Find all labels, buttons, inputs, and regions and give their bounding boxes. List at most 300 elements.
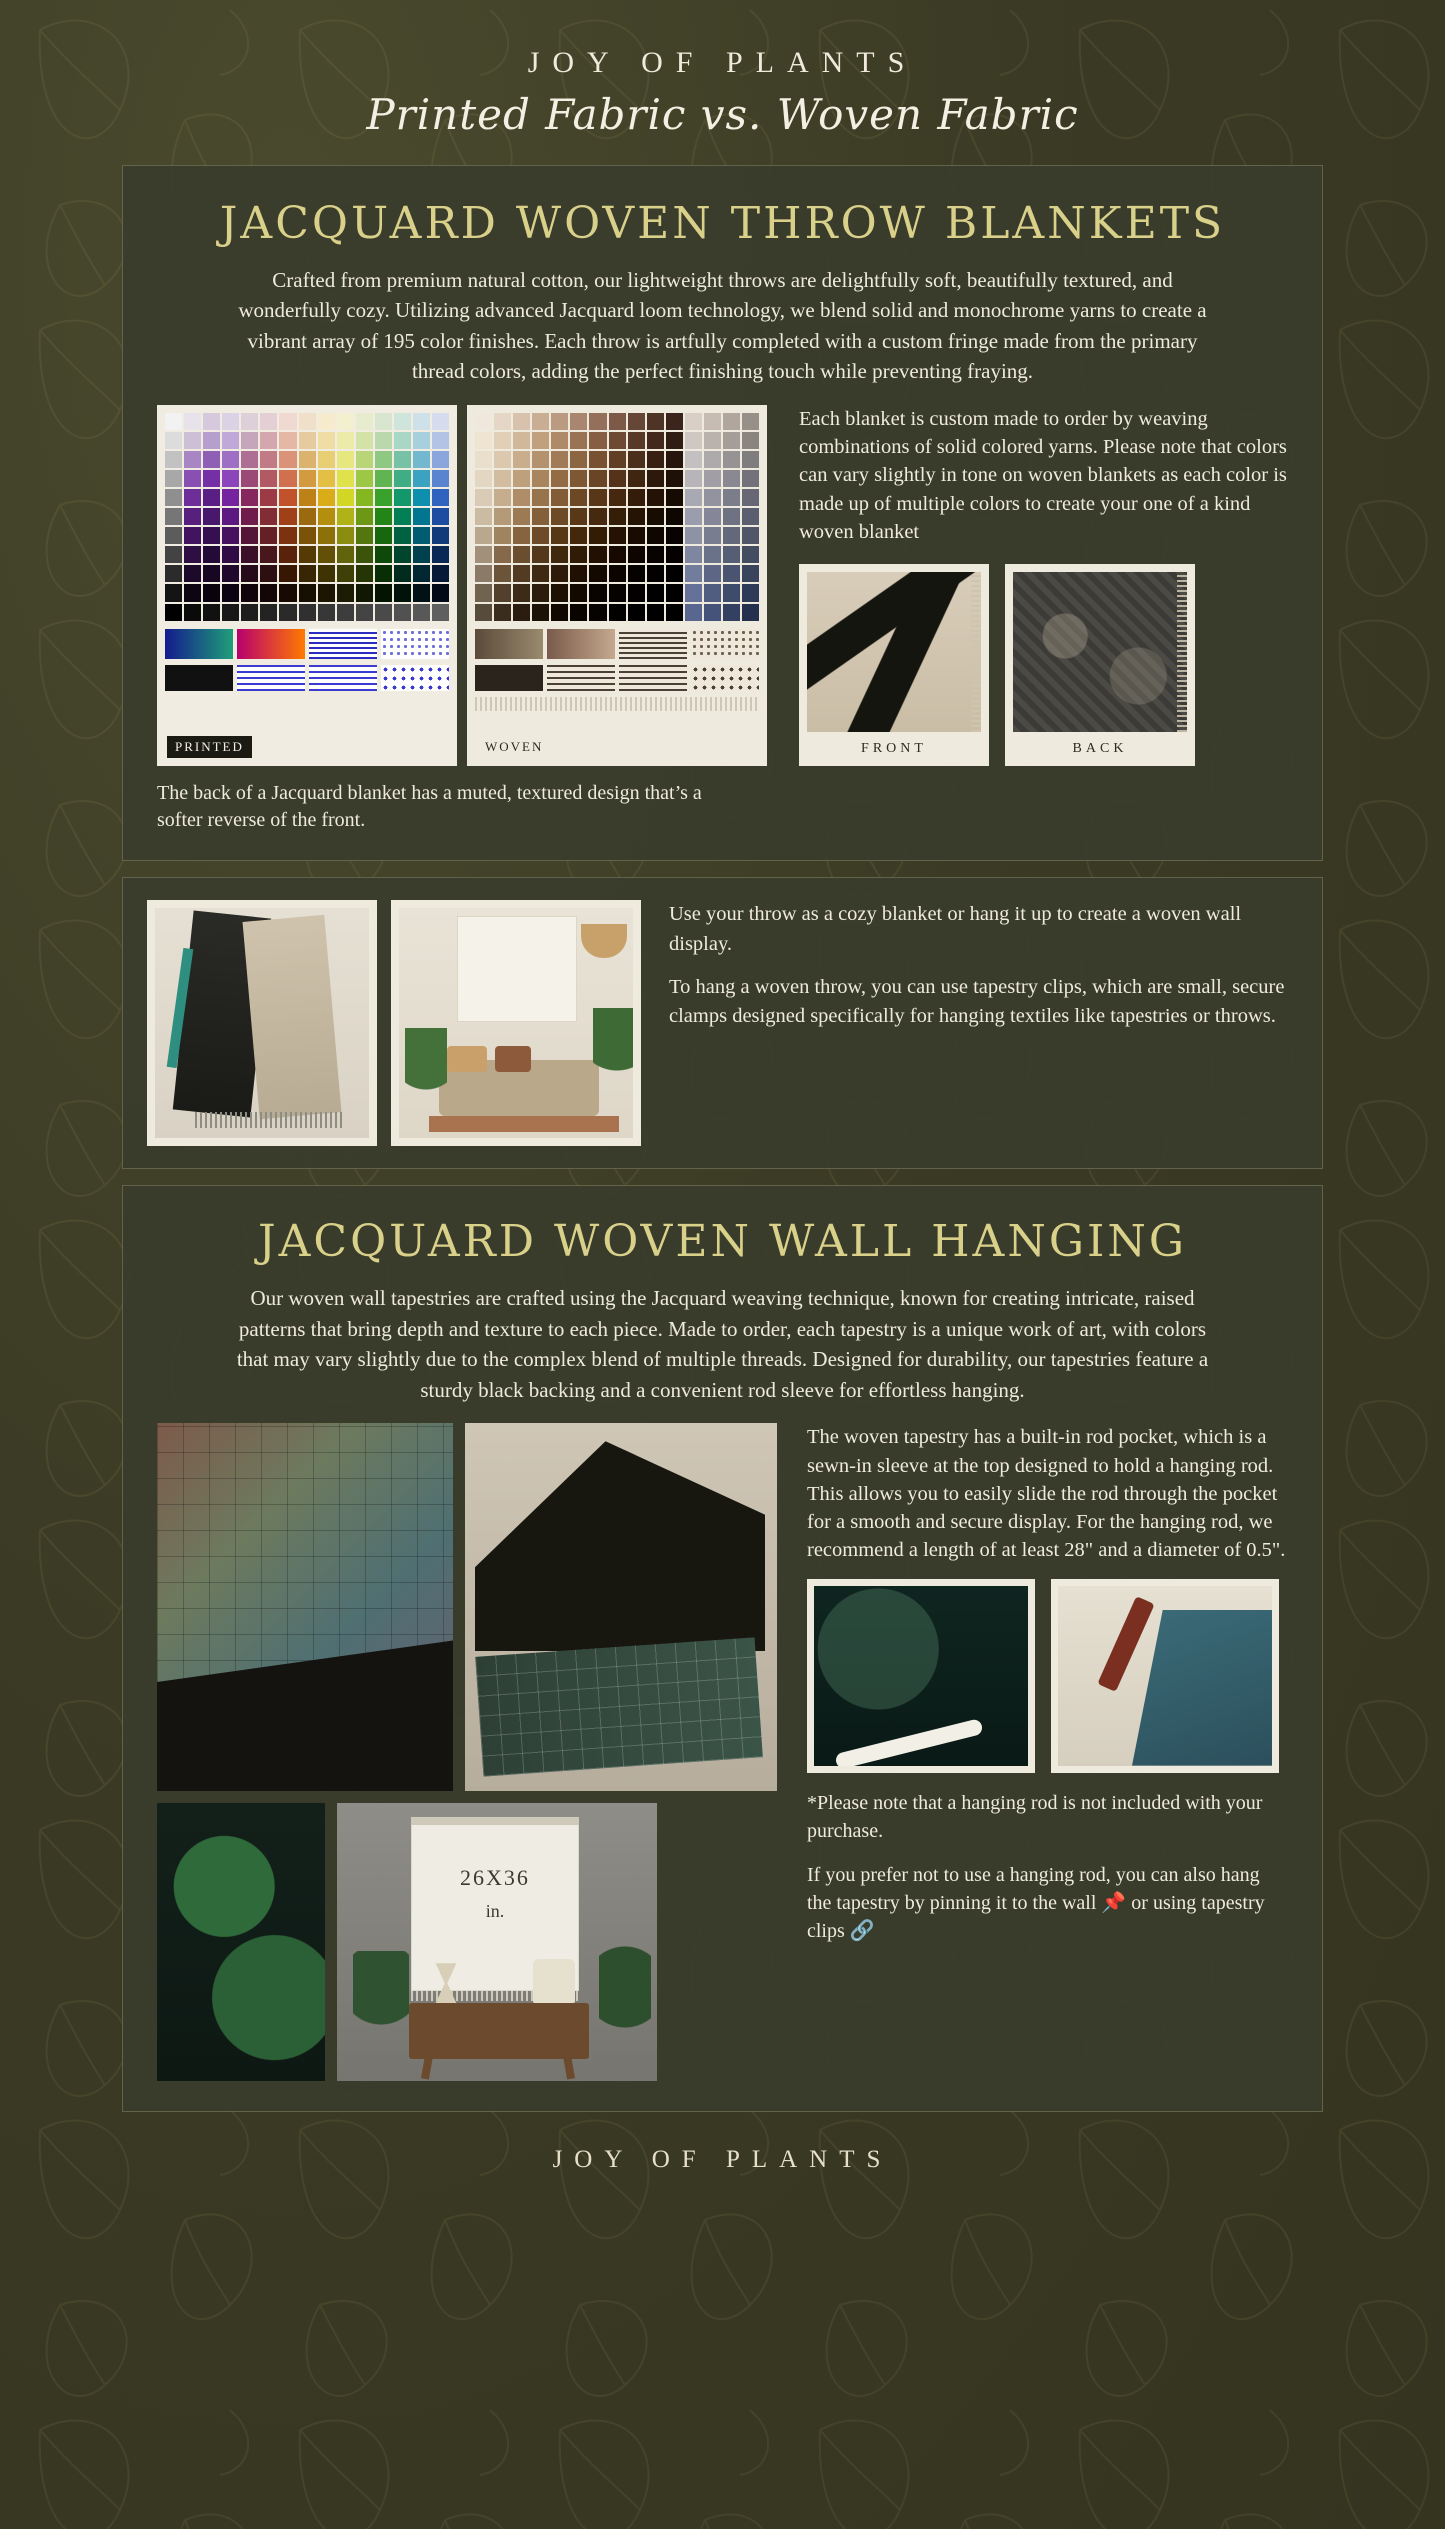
swatch-cell <box>413 470 430 487</box>
rod-note-2: If you prefer not to use a hanging rod, you can also hang the tapestry by pinning it to the wall 📌 or using tapestry clips 🔗 <box>807 1863 1265 1942</box>
swatch-cell <box>589 584 606 601</box>
swatch-cell <box>513 565 530 582</box>
swatch-cell <box>570 489 587 506</box>
woven-stripe-swatch <box>619 629 687 659</box>
printed-wave-swatch-1 <box>237 665 305 691</box>
swatch-cell <box>570 470 587 487</box>
woven-dot-swatch <box>691 629 759 659</box>
swatch-cell <box>394 432 411 449</box>
rod-photos-row <box>807 1579 1288 1773</box>
rod-inserted-image <box>1058 1586 1272 1766</box>
swatch-cell <box>222 451 239 468</box>
swatch-cell <box>570 451 587 468</box>
swatch-cell <box>513 432 530 449</box>
swatch-cell <box>222 604 239 621</box>
swatch-cell <box>723 584 740 601</box>
swatch-cell <box>337 546 354 563</box>
swatch-cell <box>413 489 430 506</box>
swatch-cell <box>356 584 373 601</box>
swatch-cell <box>742 432 759 449</box>
leaf-tapestry-photo <box>157 1803 325 2081</box>
swatch-cell <box>570 508 587 525</box>
swatch-cell <box>723 413 740 430</box>
swatch-cell <box>628 489 645 506</box>
woven-swatch-card <box>467 405 767 767</box>
swatch-cell <box>704 432 721 449</box>
swatch-cell <box>532 604 549 621</box>
front-card <box>799 564 989 766</box>
swatch-cell <box>356 451 373 468</box>
swatch-cell <box>628 527 645 544</box>
swatch-cell <box>413 432 430 449</box>
swatch-cell <box>318 413 335 430</box>
swatch-cell <box>647 432 664 449</box>
swatch-cell <box>589 604 606 621</box>
section3-intro: Our woven wall tapestries are crafted using the Jacquard weaving technique, known for creating intricate, raised patterns that bring depth and texture to each piece. Made to order, each tapestry is a unique work of art, with colors that may vary slightly due to the complex blend of multiple threads. Designed for durability, our tapestries feature a sturdy black backing and a convenient rod sleeve for effortless hanging. <box>236 1286 1209 1402</box>
swatch-cell <box>647 565 664 582</box>
swatch-cell <box>184 508 201 525</box>
swatch-cell <box>375 527 392 544</box>
swatch-cell <box>203 470 220 487</box>
swatch-cell <box>299 489 316 506</box>
swatch-cell <box>609 565 626 582</box>
front-image <box>807 572 981 732</box>
printed-black-swatch <box>165 665 233 691</box>
usage-paragraph-1: Use your throw as a cozy blanket or hang it up to create a woven wall display. <box>669 903 1242 955</box>
printed-swatch-grid <box>165 413 449 621</box>
swatch-cell <box>279 584 296 601</box>
front-back-cards <box>799 564 1288 766</box>
swatch-cell <box>165 604 182 621</box>
swatch-cell <box>337 413 354 430</box>
swatch-cell <box>723 451 740 468</box>
swatch-cell <box>413 546 430 563</box>
swatch-cell <box>241 489 258 506</box>
swatch-cell <box>666 508 683 525</box>
swatch-cell <box>356 413 373 430</box>
printed-label: PRINTED <box>167 736 252 758</box>
swatch-cell <box>685 432 702 449</box>
swatch-cell <box>413 451 430 468</box>
woven-dot-swatch-2 <box>691 665 759 691</box>
swatch-cell <box>203 489 220 506</box>
rod-note-1: *Please note that a hanging rod is not included with your purchase. <box>807 1791 1263 1842</box>
swatch-cell <box>432 584 449 601</box>
swatch-cell <box>494 584 511 601</box>
swatch-cell <box>704 527 721 544</box>
swatch-cell <box>494 604 511 621</box>
wall-hanging-grid <box>157 1423 1288 2081</box>
swatch-cell <box>704 489 721 506</box>
swatch-cell <box>628 584 645 601</box>
swatch-cell <box>742 470 759 487</box>
swatch-cell <box>628 565 645 582</box>
back-image <box>1013 572 1187 732</box>
swatch-cell <box>318 584 335 601</box>
swatch-cell <box>666 489 683 506</box>
swatch-cell <box>723 489 740 506</box>
swatch-cell <box>222 508 239 525</box>
swatch-cell <box>742 565 759 582</box>
swatch-cell <box>299 584 316 601</box>
swatch-cell <box>184 584 201 601</box>
swatch-cell <box>337 489 354 506</box>
swatch-cell <box>723 604 740 621</box>
swatch-cell <box>551 432 568 449</box>
swatch-cell <box>337 432 354 449</box>
swatch-cell <box>203 413 220 430</box>
swatch-cell <box>318 489 335 506</box>
swatch-cell <box>742 489 759 506</box>
section-throw-blankets <box>122 165 1323 861</box>
swatch-cell <box>432 527 449 544</box>
swatch-cell <box>222 565 239 582</box>
swatch-cell <box>570 584 587 601</box>
swatch-cell <box>260 413 277 430</box>
woven-gradient-swatch-2 <box>547 629 615 659</box>
swatch-cell <box>513 527 530 544</box>
swatch-cell <box>742 546 759 563</box>
printed-dot-swatch <box>381 629 449 659</box>
swatch-cell <box>666 584 683 601</box>
swatch-cell <box>222 470 239 487</box>
room-photo-frame <box>391 900 641 1146</box>
swatch-cell <box>299 432 316 449</box>
swatch-cell <box>413 584 430 601</box>
swatch-cell <box>318 451 335 468</box>
swatch-cell <box>475 451 492 468</box>
swatch-cell <box>685 604 702 621</box>
swatch-cell <box>337 604 354 621</box>
section-hanging-usage <box>122 877 1323 1169</box>
swatch-cell <box>222 413 239 430</box>
swatch-cell <box>184 565 201 582</box>
swatch-cell <box>279 432 296 449</box>
swatch-cell <box>685 584 702 601</box>
swatch-cell <box>184 432 201 449</box>
swatch-cell <box>685 413 702 430</box>
swatch-cell <box>666 604 683 621</box>
swatch-cell <box>570 432 587 449</box>
swatch-cell <box>589 527 606 544</box>
swatch-cell <box>589 508 606 525</box>
wall-mockup-photo <box>337 1803 657 2081</box>
swatch-cell <box>222 527 239 544</box>
swatch-cell <box>551 565 568 582</box>
swatch-cell <box>609 584 626 601</box>
swatch-cell <box>475 604 492 621</box>
swatch-cell <box>475 546 492 563</box>
swatch-cell <box>494 413 511 430</box>
usage-row <box>147 900 1298 1146</box>
swatch-cell <box>184 527 201 544</box>
tapestry-grid-photo <box>157 1423 453 1791</box>
swatch-cell <box>551 604 568 621</box>
swatch-cell <box>279 604 296 621</box>
swatch-cell <box>260 546 277 563</box>
swatch-cell <box>704 451 721 468</box>
swatch-cell <box>494 508 511 525</box>
swatch-cell <box>570 413 587 430</box>
swatch-cell <box>394 413 411 430</box>
swatch-cell <box>356 527 373 544</box>
swatch-cell <box>318 470 335 487</box>
swatch-cell <box>666 432 683 449</box>
swatch-cell <box>260 470 277 487</box>
printed-wave-swatch-2 <box>309 665 377 691</box>
swatch-cell <box>394 489 411 506</box>
swatch-cell <box>337 527 354 544</box>
swatch-cell <box>475 489 492 506</box>
swatch-cell <box>704 604 721 621</box>
swatch-cell <box>647 489 664 506</box>
swatch-cell <box>742 413 759 430</box>
swatch-cell <box>647 470 664 487</box>
swatch-cell <box>570 604 587 621</box>
swatch-cell <box>609 508 626 525</box>
printed-dot-swatch-2 <box>381 665 449 691</box>
swatch-cell <box>260 489 277 506</box>
woven-swatch-grid <box>475 413 759 621</box>
swatch-cell <box>165 451 182 468</box>
swatch-cell <box>241 546 258 563</box>
swatch-cell <box>666 413 683 430</box>
swatch-cell <box>570 546 587 563</box>
swatch-cell <box>375 604 392 621</box>
swatch-cell <box>375 508 392 525</box>
swatch-cell <box>532 470 549 487</box>
swatch-cell <box>647 584 664 601</box>
section-title-throws: JACQUARD WOVEN THROW BLANKETS <box>219 198 1226 249</box>
swatch-cell <box>241 432 258 449</box>
swatch-cell <box>222 432 239 449</box>
swatch-cell <box>532 527 549 544</box>
swatch-cell <box>375 413 392 430</box>
swatch-cell <box>413 565 430 582</box>
swatch-cell <box>589 432 606 449</box>
swatch-cell <box>279 413 296 430</box>
swatch-cell <box>222 584 239 601</box>
back-card <box>1005 564 1195 766</box>
swatch-cell <box>494 546 511 563</box>
swatch-cell <box>609 432 626 449</box>
swatch-cell <box>432 508 449 525</box>
swatch-cell <box>203 432 220 449</box>
swatch-cell <box>241 413 258 430</box>
swatch-cell <box>513 604 530 621</box>
swatch-cell <box>260 604 277 621</box>
art-size-unit: in. <box>485 1901 505 1922</box>
swatch-cell <box>532 413 549 430</box>
swatch-cell <box>475 432 492 449</box>
rod-sleeve-image <box>814 1586 1028 1766</box>
swatch-cell <box>337 470 354 487</box>
woven-label: WOVEN <box>485 739 544 755</box>
swatch-cell <box>241 508 258 525</box>
swatch-cell <box>494 451 511 468</box>
swatch-cell <box>475 470 492 487</box>
swatch-cell <box>279 546 296 563</box>
swatch-cell <box>685 508 702 525</box>
swatch-cell <box>203 527 220 544</box>
swatch-cell <box>394 451 411 468</box>
swatch-cell <box>551 508 568 525</box>
swatch-cell <box>318 432 335 449</box>
swatch-cell <box>356 432 373 449</box>
swatch-cell <box>513 470 530 487</box>
swatch-cell <box>184 489 201 506</box>
tapestry-folded-photo <box>465 1423 777 1791</box>
usage-text <box>655 900 1298 1044</box>
swatch-cell <box>299 546 316 563</box>
swatch-cell <box>260 451 277 468</box>
swatch-cell <box>532 584 549 601</box>
swatch-cell <box>532 565 549 582</box>
swatch-cell <box>628 546 645 563</box>
swatch-cell <box>165 546 182 563</box>
swatch-cell <box>299 508 316 525</box>
swatch-cell <box>394 584 411 601</box>
swatch-cell <box>532 508 549 525</box>
section1-side-paragraph: Each blanket is custom made to order by weaving combinations of solid colored yarns. Please note that colors can vary slightly in tone on woven blankets as each color is made up of multiple colors to create your one of a kind woven blanket <box>799 407 1287 543</box>
section1-side-text <box>777 405 1288 767</box>
swatch-cell <box>494 470 511 487</box>
swatch-cell <box>165 584 182 601</box>
swatch-cell <box>723 470 740 487</box>
swatch-cell <box>704 565 721 582</box>
printed-stripe-swatch <box>309 629 377 659</box>
swatch-cell <box>685 470 702 487</box>
swatch-cell <box>532 451 549 468</box>
swatch-cell <box>513 546 530 563</box>
brand-title: JOY OF PLANTS <box>527 46 918 79</box>
swatch-cell <box>609 604 626 621</box>
woven-gradient-swatch-1 <box>475 629 543 659</box>
swatch-cell <box>165 413 182 430</box>
wall-hanging-text <box>791 1423 1288 2081</box>
swatch-cell <box>413 604 430 621</box>
front-caption: FRONT <box>861 741 927 757</box>
swatch-cell <box>318 565 335 582</box>
swatch-cell <box>666 527 683 544</box>
swatch-cell <box>375 584 392 601</box>
usage-paragraph-2: To hang a woven throw, you can use tapestry clips, which are small, secure clamps designed specifically for hanging textiles like tapestries or throws. <box>669 975 1285 1027</box>
swatch-cell <box>337 584 354 601</box>
swatch-cell <box>318 508 335 525</box>
swatch-cell <box>260 584 277 601</box>
swatch-cell <box>241 527 258 544</box>
swatch-cell <box>203 508 220 525</box>
swatch-cell <box>685 546 702 563</box>
swatch-cell <box>647 546 664 563</box>
swatch-cell <box>532 489 549 506</box>
swatch-cell <box>432 470 449 487</box>
section-title-wall-hanging: JACQUARD WOVEN WALL HANGING <box>257 1216 1187 1268</box>
swatch-cell <box>628 432 645 449</box>
swatch-cell <box>203 565 220 582</box>
swatch-cell <box>609 413 626 430</box>
swatch-cell <box>704 470 721 487</box>
swatch-cell <box>685 451 702 468</box>
swatch-cell <box>475 584 492 601</box>
swatch-cell <box>241 604 258 621</box>
swatch-cell <box>513 508 530 525</box>
swatch-cell <box>241 470 258 487</box>
swatch-cell <box>375 451 392 468</box>
swatch-cell <box>165 527 182 544</box>
swatch-cell <box>299 604 316 621</box>
swatch-cell <box>203 546 220 563</box>
swatch-cell <box>685 565 702 582</box>
swatch-cell <box>260 508 277 525</box>
printed-gradient-swatch-1 <box>165 629 233 659</box>
swatch-cell <box>628 508 645 525</box>
swatch-cell <box>666 546 683 563</box>
swatch-cell <box>723 527 740 544</box>
swatch-cell <box>299 565 316 582</box>
wall-hanging-photos <box>157 1423 777 2081</box>
swatch-cell <box>318 604 335 621</box>
swatch-cell <box>589 489 606 506</box>
swatch-cell <box>589 413 606 430</box>
swatch-cell <box>260 527 277 544</box>
swatch-cell <box>723 432 740 449</box>
swatch-cell <box>475 413 492 430</box>
swatch-cell <box>337 508 354 525</box>
swatch-cell <box>203 584 220 601</box>
section-wall-hanging <box>122 1185 1323 2112</box>
swatch-cell <box>551 584 568 601</box>
swatch-cell <box>260 432 277 449</box>
swatch-cell <box>647 527 664 544</box>
swatch-cell <box>184 451 201 468</box>
swatch-cell <box>356 508 373 525</box>
swatch-cell <box>222 546 239 563</box>
woven-fringe <box>475 697 759 711</box>
swatch-cell <box>742 451 759 468</box>
swatch-cell <box>609 546 626 563</box>
swatch-cell <box>318 546 335 563</box>
swatch-cell <box>394 508 411 525</box>
swatch-cell <box>394 565 411 582</box>
back-of-blanket-caption: The back of a Jacquard blanket has a muted, textured design that’s a softer reverse of the front. <box>157 782 702 832</box>
swatch-cell <box>375 489 392 506</box>
swatch-cell <box>551 413 568 430</box>
swatch-cell <box>742 527 759 544</box>
swatch-cell <box>165 508 182 525</box>
swatch-cell <box>165 489 182 506</box>
swatch-cell <box>513 451 530 468</box>
swatch-cell <box>609 451 626 468</box>
swatch-cell <box>570 565 587 582</box>
swatch-cell <box>165 565 182 582</box>
swatch-cards <box>157 405 777 767</box>
swatch-cell <box>299 413 316 430</box>
swatch-cell <box>413 508 430 525</box>
swatch-cell <box>241 565 258 582</box>
swatch-cell <box>432 451 449 468</box>
swatch-cell <box>685 489 702 506</box>
swatch-cell <box>628 413 645 430</box>
swatch-cell <box>628 451 645 468</box>
swatch-cell <box>723 565 740 582</box>
woven-wave-swatch-2 <box>619 665 687 691</box>
swatch-cell <box>494 565 511 582</box>
swatch-cell <box>609 470 626 487</box>
swatch-cell <box>241 584 258 601</box>
footer-brand: JOY OF PLANTS <box>552 2146 893 2174</box>
swatch-cell <box>742 508 759 525</box>
